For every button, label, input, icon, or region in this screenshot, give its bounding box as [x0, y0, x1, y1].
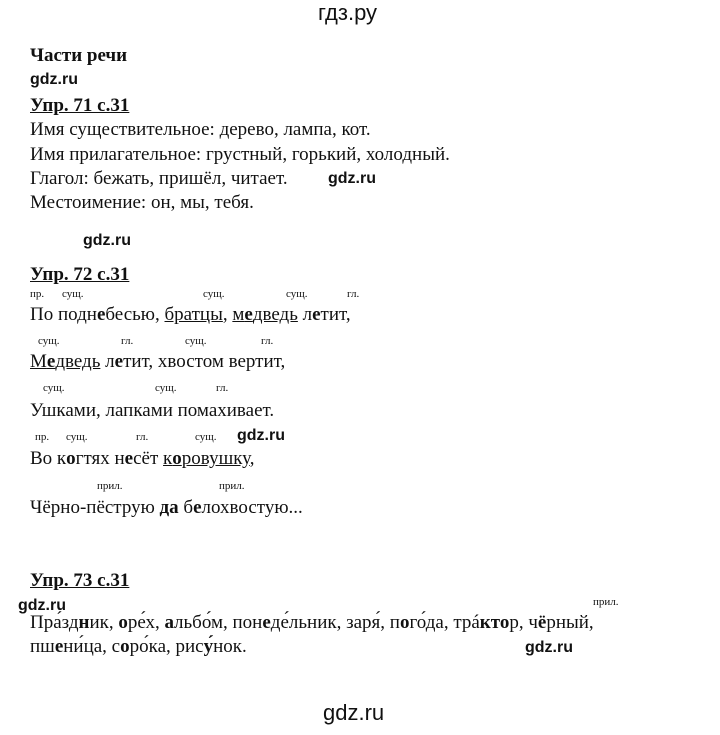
pos-label: гл.: [261, 335, 274, 347]
pos-label: сущ.: [286, 288, 308, 300]
ex73-words-line-2: пшени́ца, соро́ка, рису́нок.: [30, 636, 247, 657]
ex71-line-adjectives: Имя прилагательное: грустный, горький, холодный.: [30, 144, 450, 165]
page-title: Части речи: [30, 45, 128, 66]
watermark-6: gdz.ru: [525, 639, 573, 656]
pos-label: сущ.: [66, 431, 88, 443]
watermark-4: gdz.ru: [237, 427, 285, 444]
pos-label: прил.: [219, 480, 245, 492]
watermark-2: gdz.ru: [328, 170, 376, 187]
pos-label: гл.: [216, 382, 229, 394]
site-header: гдз.ру: [318, 0, 378, 25]
ex72-poem-line-3: Ушками, лапками помахивает.: [30, 400, 275, 421]
pos-label: сущ.: [185, 335, 207, 347]
ex72-poem-line-2: Медведь летит, хвостом вертит,: [30, 351, 286, 372]
pos-label: сущ.: [62, 288, 84, 300]
underlined-word: братцы: [164, 304, 223, 325]
ex72-heading: Упр. 72 с.31: [30, 264, 130, 285]
pos-label: сущ.: [203, 288, 225, 300]
ex71-line-nouns: Имя существительное: дерево, лампа, кот.: [30, 119, 371, 140]
site-footer: gdz.ru: [323, 700, 385, 725]
ex72-poem-line-1: По поднебесью, братцы, медведь летит,: [30, 304, 351, 325]
watermark-3: gdz.ru: [83, 232, 131, 249]
pos-label: гл.: [347, 288, 360, 300]
ex73-words-line-1: Пра́здник, оре́х, альбо́м, понеде́льник, заря́, пого́да, трáктор, чёрный,: [30, 612, 594, 633]
ex73-heading: Упр. 73 с.31: [30, 570, 130, 591]
pos-label: сущ.: [155, 382, 177, 394]
pos-label: сущ.: [43, 382, 65, 394]
watermark-5: gdz.ru: [18, 597, 66, 614]
pos-label: пр.: [30, 288, 45, 300]
ex71-line-verbs: Глагол: бежать, пришёл, читает.: [30, 168, 288, 189]
ex71-line-pronouns: Местоимение: он, мы, тебя.: [30, 192, 254, 213]
pos-label: прил.: [593, 596, 619, 608]
pos-label: пр.: [35, 431, 50, 443]
pos-label: сущ.: [38, 335, 60, 347]
watermark-1: gdz.ru: [30, 71, 78, 88]
pos-label: гл.: [121, 335, 134, 347]
ex71-heading: Упр. 71 с.31: [30, 95, 130, 116]
ex72-poem-line-4: Во когтях несёт коровушку,: [30, 448, 255, 469]
ex72-poem-line-5: Чёрно-пёструю да белохвостую...: [30, 497, 303, 518]
pos-label: гл.: [136, 431, 149, 443]
pos-label: сущ.: [195, 431, 217, 443]
pos-label: прил.: [97, 480, 123, 492]
